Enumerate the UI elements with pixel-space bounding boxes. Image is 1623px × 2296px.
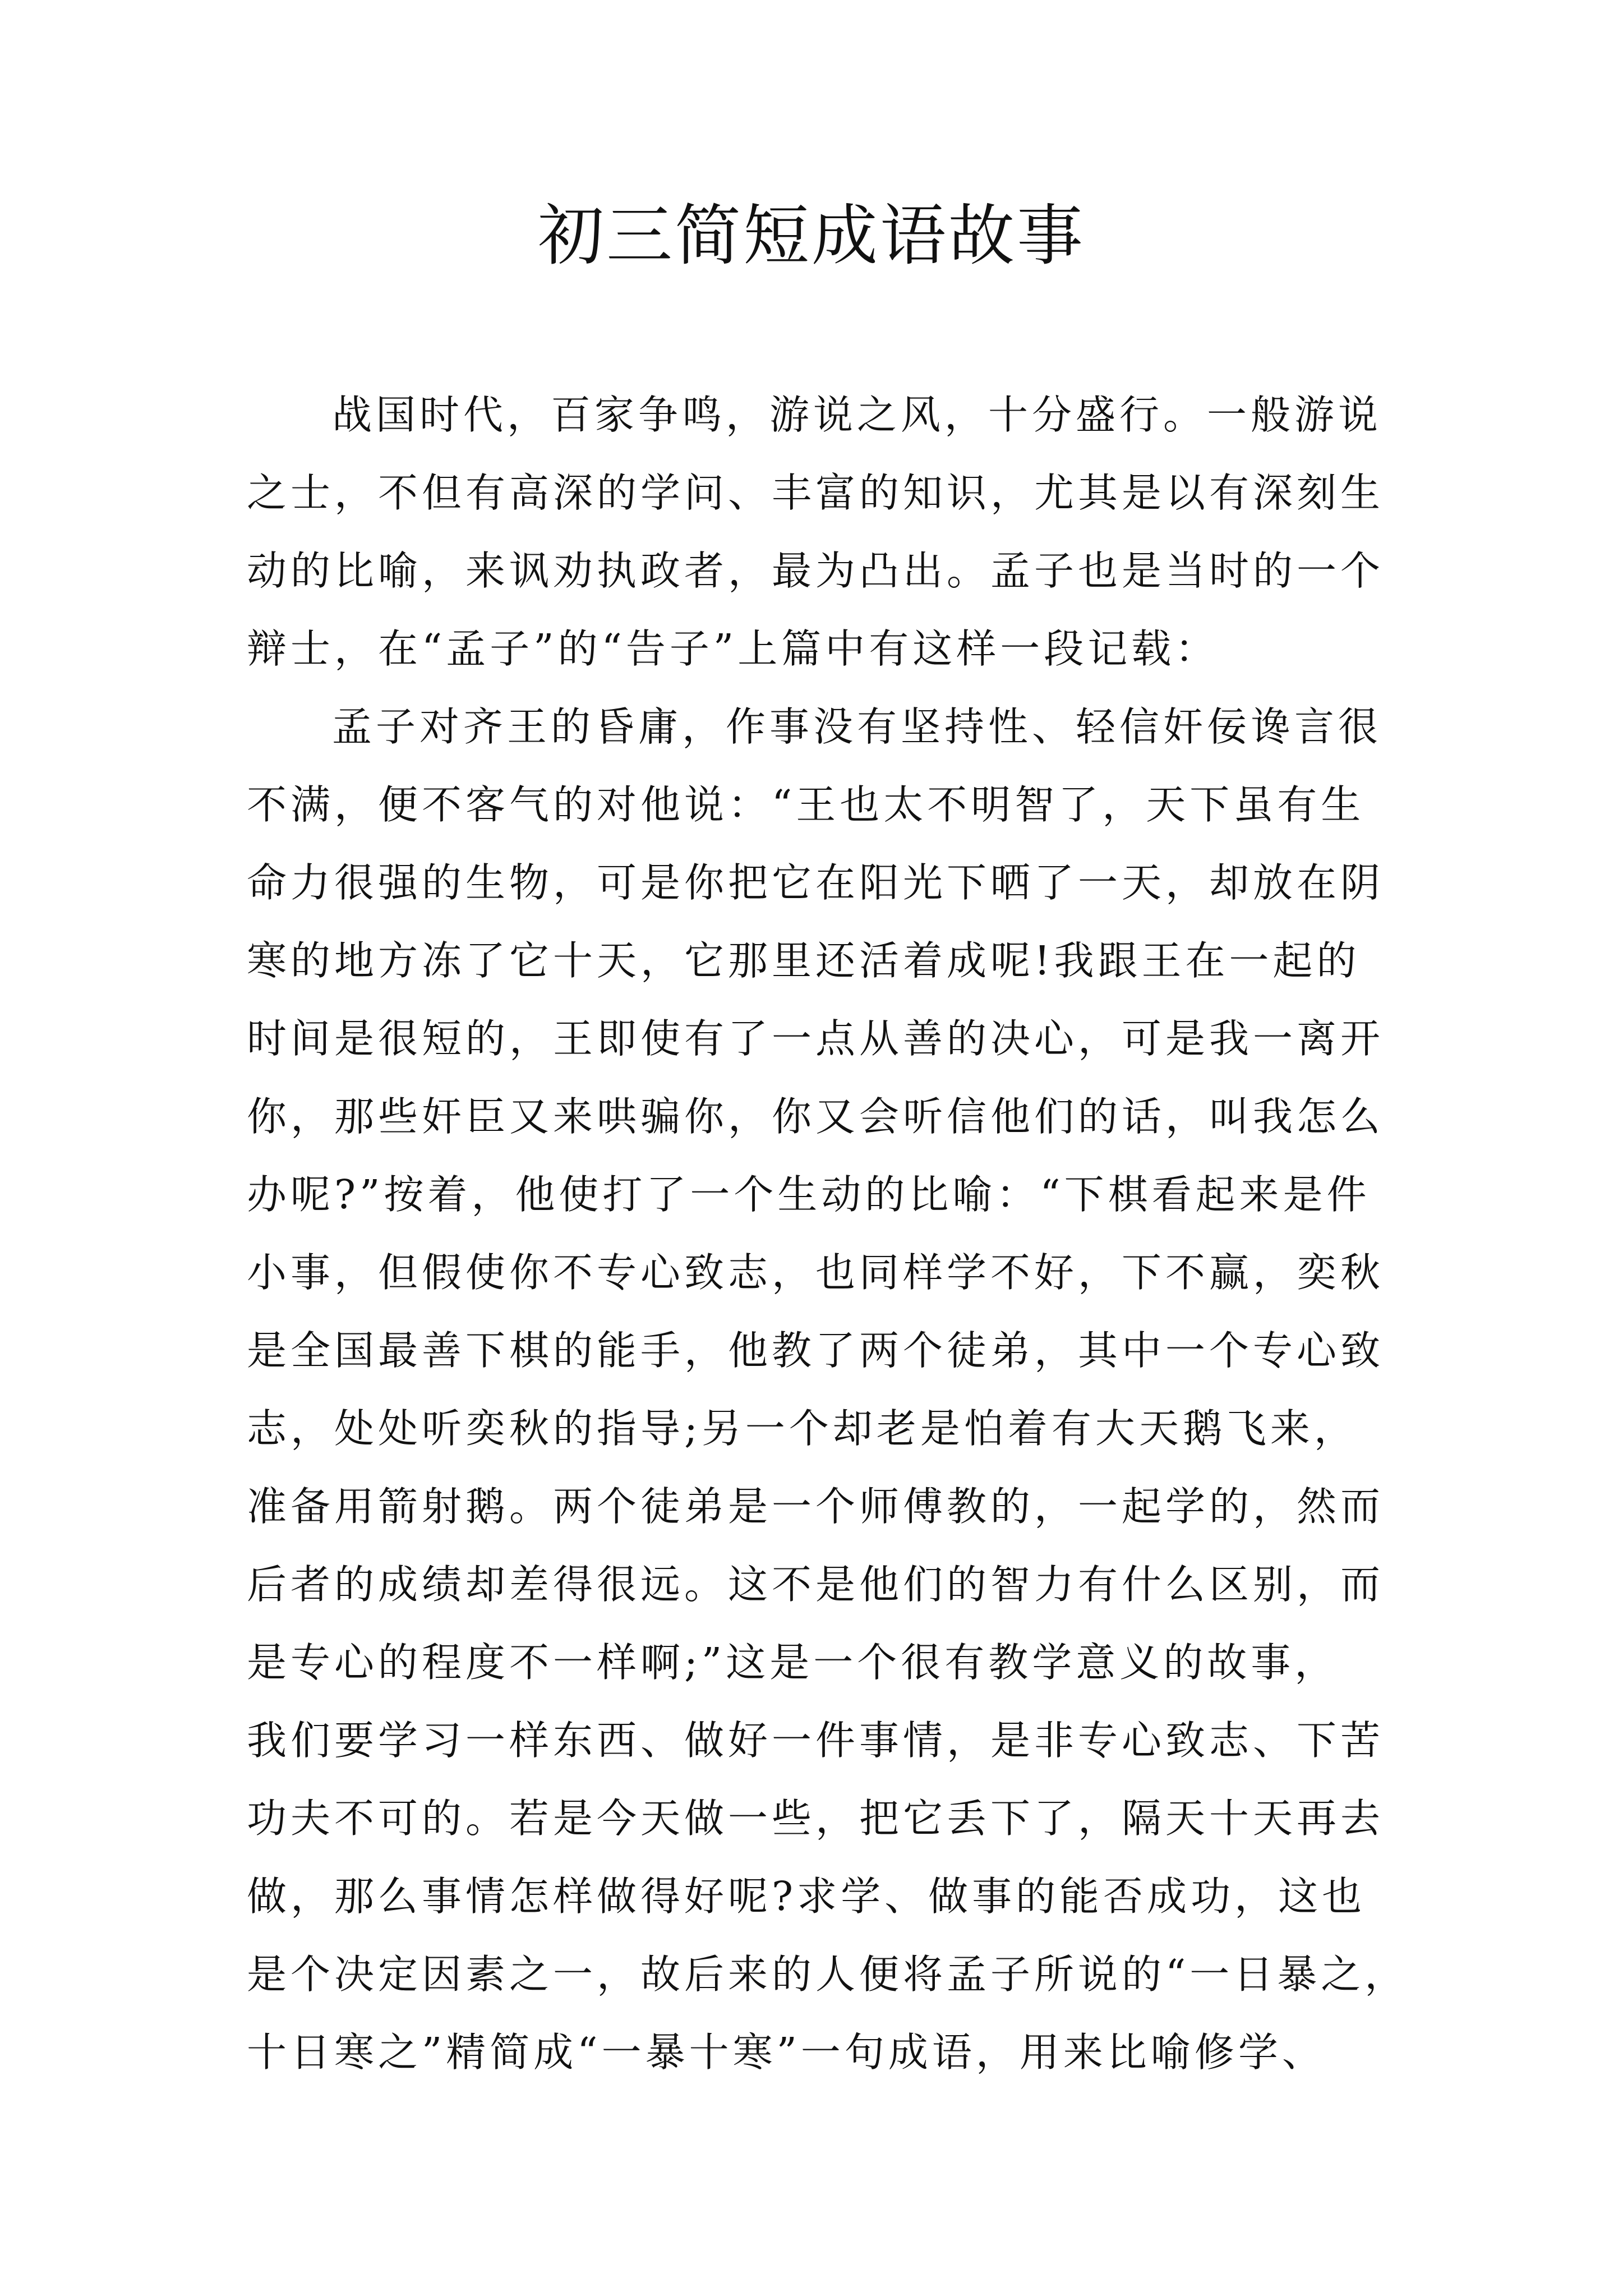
paragraph-2-line: 功夫不可的。若是今天做一些，把它丢下了，隔天十天再去 <box>247 1795 1385 1842</box>
document-title: 初三简短成语故事 <box>537 197 1085 274</box>
paragraph-2-line: 办呢?”按着，他使打了一个生动的比喻：“下棋看起来是件 <box>247 1171 1371 1218</box>
paragraph-2-line: 孟子对齐王的昏庸，作事没有坚持性、轻信奸佞谗言很 <box>332 703 1382 750</box>
paragraph-2-line: 小事，但假使你不专心致志，也同样学不好，下不赢，奕秋 <box>247 1249 1385 1296</box>
paragraph-2-line: 是个决定因素之一，故后来的人便将孟子所说的“一日暴之， <box>247 1951 1409 1998</box>
paragraph-2-line: 你，那些奸臣又来哄骗你，你又会听信他们的话，叫我怎么 <box>247 1093 1385 1140</box>
paragraph-2-line: 不满，便不客气的对他说：“王也太不明智了，天下虽有生 <box>247 781 1365 828</box>
paragraph-1-line: 辩士，在“孟子”的“告子”上篇中有这样一段记载： <box>247 625 1219 672</box>
paragraph-2-line: 做，那么事情怎样做得好呢?求学、做事的能否成功，这也 <box>247 1873 1366 1920</box>
paragraph-2-line: 准备用箭射鹅。两个徒弟是一个师傅教的，一起学的，然而 <box>247 1483 1385 1530</box>
paragraph-2-line: 是专心的程度不一样啊;”这是一个很有教学意义的故事， <box>247 1639 1339 1686</box>
paragraph-1-line: 战国时代，百家争鸣，游说之风，十分盛行。一般游说 <box>332 392 1382 438</box>
paragraph-2-line: 后者的成绩却差得很远。这不是他们的智力有什么区别，而 <box>247 1561 1385 1608</box>
paragraph-1-line: 动的比喻，来讽劝执政者，最为凸出。孟子也是当时的一个 <box>247 547 1385 594</box>
paragraph-2-line: 志，处处听奕秋的指导;另一个却老是怕着有大天鹅飞来， <box>247 1405 1358 1452</box>
paragraph-2-line: 寒的地方冻了它十天，它那里还活着成呢!我跟王在一起的 <box>247 937 1361 984</box>
paragraph-2-line: 我们要学习一样东西、做好一件事情，是非专心致志、下苦 <box>247 1717 1385 1764</box>
paragraph-2-line: 十日寒之”精简成“一暴十寒”一句成语，用来比喻修学、 <box>247 2029 1326 2076</box>
paragraph-1-line: 之士，不但有高深的学问、丰富的知识，尤其是以有深刻生 <box>247 470 1385 516</box>
paragraph-2-line: 时间是很短的，王即使有了一点从善的决心，可是我一离开 <box>247 1015 1385 1062</box>
paragraph-2-line: 命力很强的生物，可是你把它在阳光下晒了一天，却放在阴 <box>247 859 1385 906</box>
paragraph-2-line: 是全国最善下棋的能手，他教了两个徒弟，其中一个专心致 <box>247 1327 1385 1374</box>
document-body <box>247 376 1409 2091</box>
